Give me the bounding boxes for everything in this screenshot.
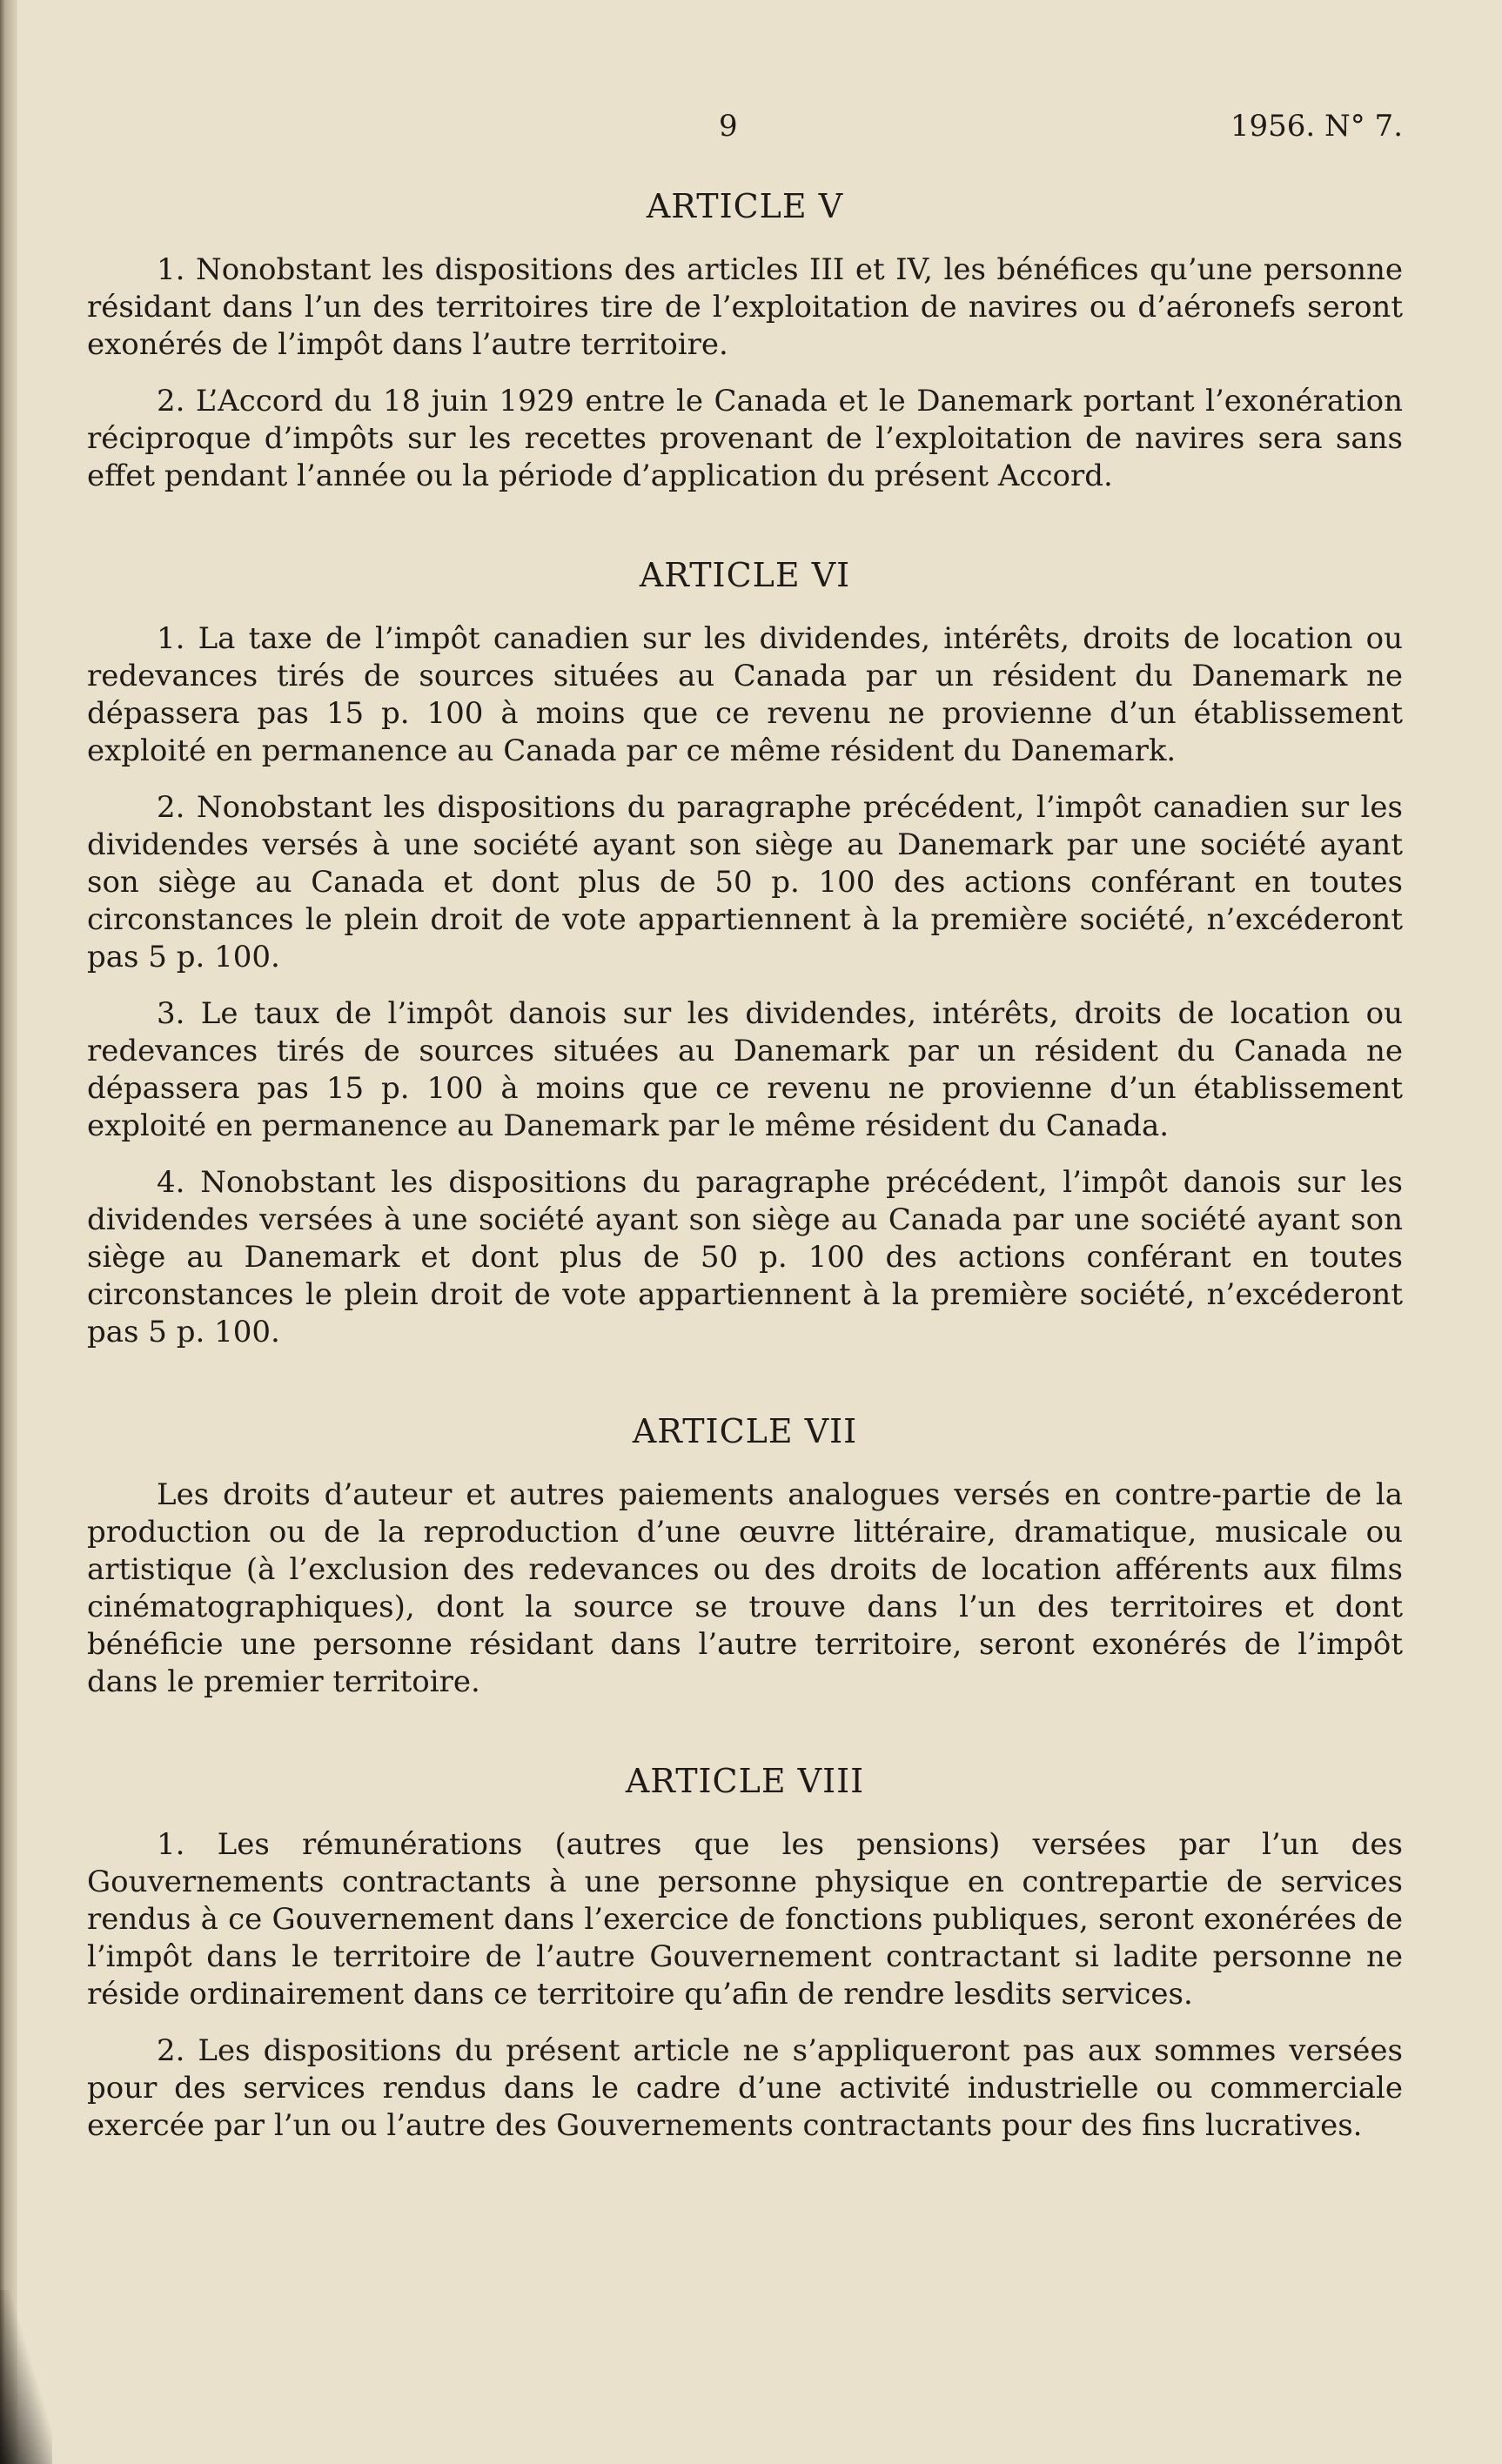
article-v xyxy=(87,187,1403,495)
paragraph: 1. La taxe de l’impôt canadien sur les dividendes, intérêts, droits de location ou redevances tirés de sources situées au Canada par un résident du Danemark ne dépassera pas 15 p. 100 à moins que ce revenu ne provienne d’un établissement exploité en permanence au Canada par ce même résident du Danemark. xyxy=(87,621,1403,768)
paragraph: 1. Les rémunérations (autres que les pensions) versées par l’un des Gouvernements contractants à une personne physique en contrepartie de services rendus à ce Gouvernement dans l’exercice de fonctions publiques, seront exonérées de l’impôt dans le territoire de l’autre Gouvernement contractant si ladite personne ne réside ordinairement dans ce territoire qu’afin de rendre lesdits services. xyxy=(87,1827,1403,2012)
page-number: 9 xyxy=(719,109,738,144)
paragraph: 2. L’Accord du 18 juin 1929 entre le Canada et le Danemark portant l’exonération réciproque d’impôts sur les recettes provenant de l’exploitation de navires sera sans effet pendant l’année ou la période d’application du présent Accord. xyxy=(87,384,1403,493)
paragraph: 1. Nonobstant les dispositions des articles III et IV, les bénéfices qu’une personne résidant dans l’un des territoires tire de l’exploitation de navires ou d’aéronefs seront exonérés de l’impôt dans l’autre territoire. xyxy=(87,252,1403,362)
article-heading: ARTICLE V xyxy=(646,187,844,225)
article-heading: ARTICLE VIII xyxy=(625,1762,865,1800)
corner-shadow xyxy=(0,2290,52,2464)
paragraph: 2. Nonobstant les dispositions du paragraphe précédent, l’impôt canadien sur les dividendes versés à une société ayant son siège au Danemark par une société ayant son siège au Canada et dont plus de 50 p. 100 des actions conférant en toutes circonstances le plein droit de vote appartiennent à la première société, n’excéderont pas 5 p. 100. xyxy=(87,790,1403,974)
paragraph: Les droits d’auteur et autres paiements analogues versés en contre-partie de la production ou de la reproduction d’une œuvre littéraire, dramatique, musicale ou artistique (à l’exclusion des redevances ou des droits de location afférents aux films cinématographiques), dont la source se trouve dans l’un des territoires et dont bénéficie une personne résidant dans l’autre territoire, seront exonérés de l’impôt dans le premier territoire. xyxy=(87,1477,1403,1699)
paragraph: 4. Nonobstant les dispositions du paragraphe précédent, l’impôt danois sur les dividendes versées à une société ayant son siège au Canada par une société ayant son siège au Danemark et dont plus de 50 p. 100 des actions conférant en toutes circonstances le plein droit de vote appartiennent à la première société, n’excéderont pas 5 p. 100. xyxy=(87,1165,1403,1349)
article-heading: ARTICLE VI xyxy=(639,556,851,594)
page-header xyxy=(87,109,1403,161)
article-heading: ARTICLE VII xyxy=(632,1412,858,1450)
paragraph: 2. Les dispositions du présent article ne s’appliqueront pas aux sommes versées pour des services rendus dans le cadre d’une activité industrielle ou commerciale exercée par l’un ou l’autre des Gouvernements contractants pour des fins lucratives. xyxy=(87,2033,1403,2143)
page-spine-shadow xyxy=(0,0,17,2464)
article-vii xyxy=(87,1412,1403,1701)
paragraph: 3. Le taux de l’impôt danois sur les dividendes, intérêts, droits de location ou redevances tirés de sources situées au Danemark par un résident du Canada ne dépassera pas 15 p. 100 à moins que ce revenu ne provienne d’un établissement exploité en permanence au Danemark par le même résident du Canada. xyxy=(87,996,1403,1143)
document-page xyxy=(87,109,1403,2164)
article-vi xyxy=(87,556,1403,1351)
article-viii xyxy=(87,1762,1403,2145)
issue-number: 1956. N° 7. xyxy=(1230,109,1403,144)
